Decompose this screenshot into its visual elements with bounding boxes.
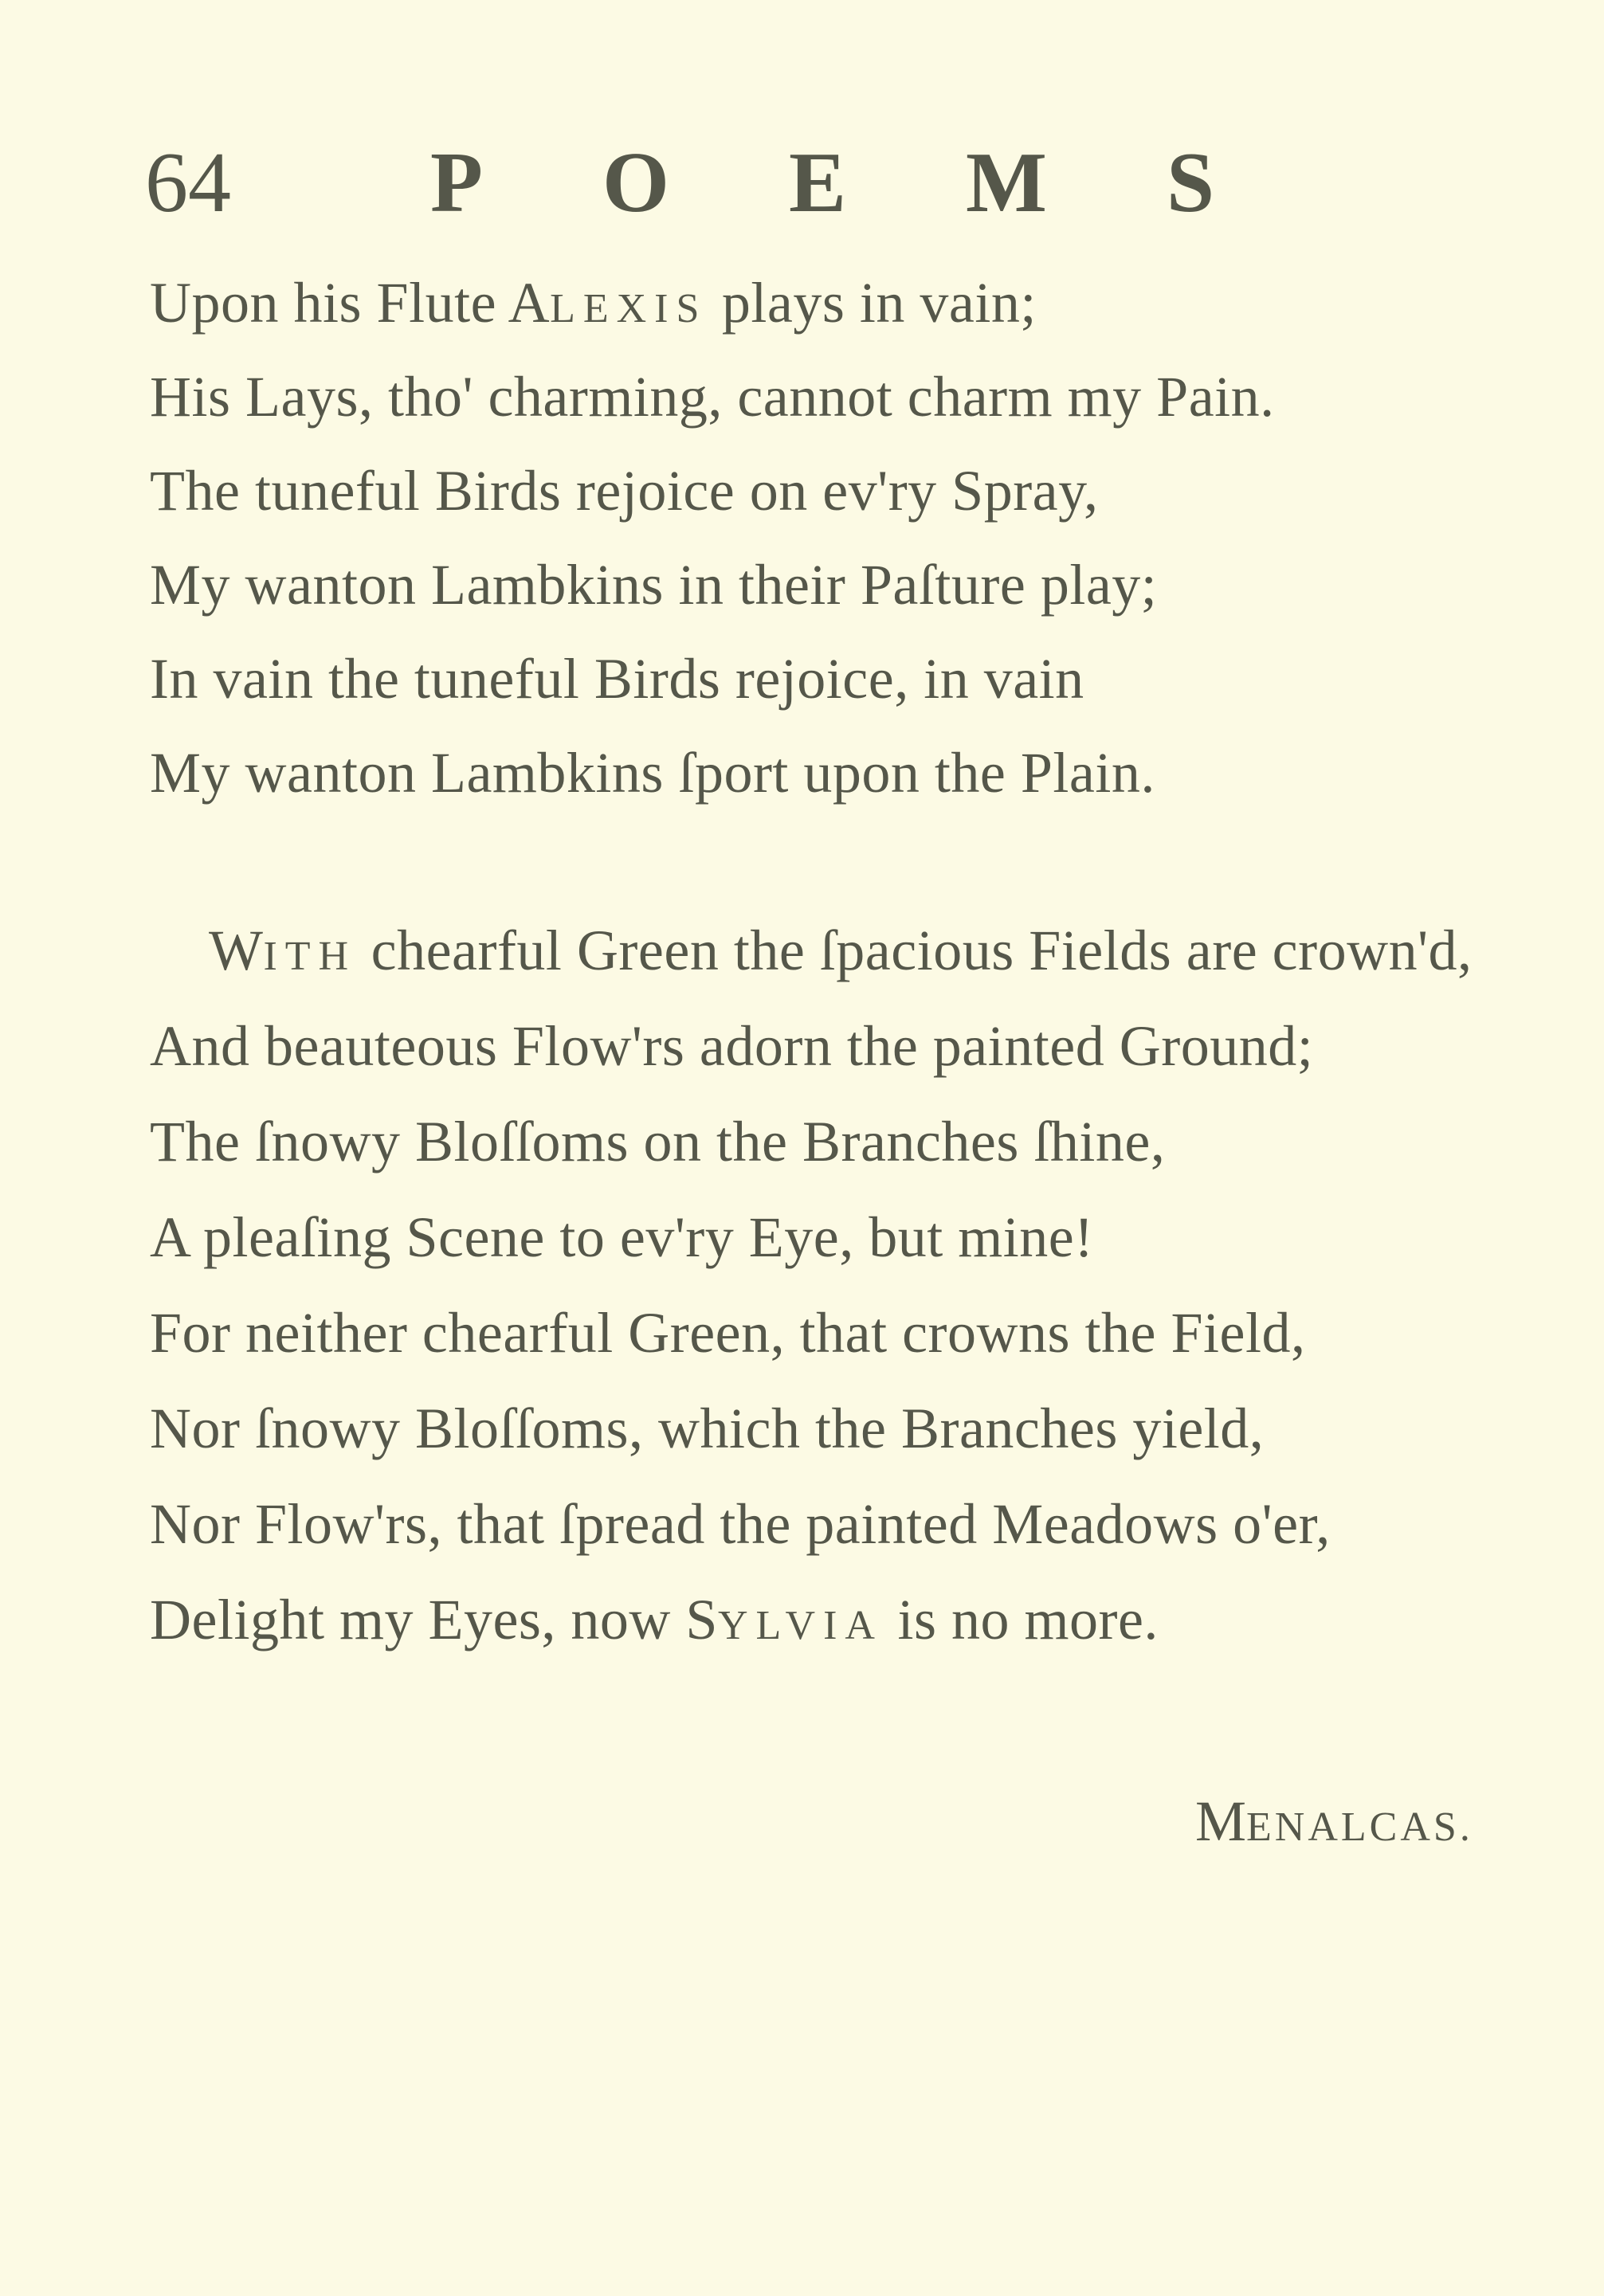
text: Upon his Flute <box>150 271 508 335</box>
verse-line: Nor Flow'rs, that ſpread the painted Meadows o'er, <box>150 1492 1331 1556</box>
name-smallcaps: YLVIA <box>717 1603 883 1648</box>
verse-line <box>209 915 1473 993</box>
verse-line <box>150 267 1037 345</box>
verse-line: And beauteous Flow'rs adorn the painted Ground; <box>150 1014 1314 1078</box>
name-initial: S <box>685 1588 718 1651</box>
verse-line: For neither chearful Green, that crowns the Field, <box>150 1301 1306 1365</box>
verse-line: A pleaſing Scene to ev'ry Eye, but mine! <box>150 1205 1094 1269</box>
signature-initial: M <box>1195 1789 1247 1853</box>
text: plays in vain; <box>707 271 1037 335</box>
name-smallcaps: LEXIS <box>550 286 708 331</box>
initial: W <box>209 919 264 982</box>
verse-line: The ſnowy Bloſſoms on the Branches ſhine, <box>150 1110 1166 1173</box>
verse-line: My wanton Lambkins in their Paſture play; <box>150 553 1158 617</box>
page-number: 64 <box>145 135 231 230</box>
text: Delight my Eyes, now <box>150 1588 686 1651</box>
running-title: POEMS <box>430 135 1335 230</box>
signature <box>1195 1789 1473 1855</box>
verse-line: Nor ſnowy Bloſſoms, which the Branches yield, <box>150 1397 1265 1460</box>
text: is no more. <box>882 1588 1159 1651</box>
verse-line: His Lays, tho' charming, cannot charm my Pain. <box>150 365 1275 429</box>
text: chearful Green the ſpacious Fields are crown'd, <box>356 919 1473 982</box>
name-initial: A <box>508 271 551 335</box>
verse-line: My wanton Lambkins ſport upon the Plain. <box>150 741 1155 805</box>
signature-smallcaps: ENALCAS. <box>1246 1804 1473 1850</box>
verse-line: In vain the tuneful Birds rejoice, in vain <box>150 647 1084 711</box>
verse-line <box>150 1584 1159 1662</box>
smallcaps: ITH <box>263 934 357 979</box>
verse-line: The tuneful Birds rejoice on ev'ry Spray, <box>150 459 1099 523</box>
